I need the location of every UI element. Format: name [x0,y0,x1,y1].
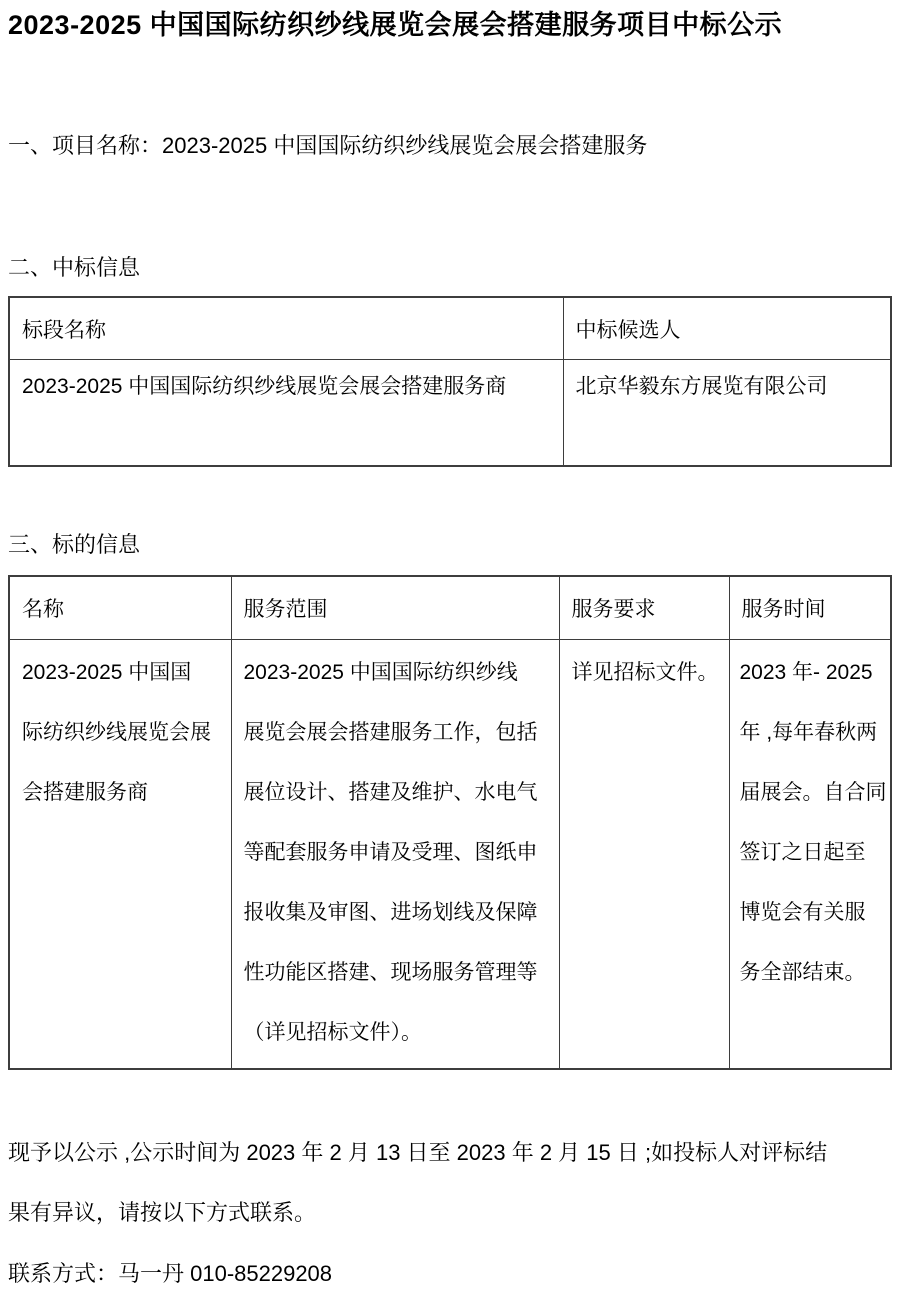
bid-table-cell-winner: 北京华毅东方展览有限公司 [563,360,891,467]
bid-info-table [8,296,892,467]
subject-table-cell-scope [231,640,559,1070]
subject-table-cell-requirement [559,640,729,1070]
subject-table-header-requirement: 服务要求 [559,576,729,640]
bid-table-data-row [9,360,891,467]
scope-line: 等配套服务申请及受理、图纸申 [243,841,538,864]
requirement-line: 详见招标文件。 [571,661,719,684]
bid-table-header-winner: 中标候选人 [563,297,891,360]
time-line: 2023 年- 2025 [739,661,873,684]
section-heading-project-name: 一、项目名称：2023-2025 中国国际纺织纱线展览会展会搭建服务 [8,133,648,158]
bid-table-cell-section-name: 2023-2025 中国国际纺织纱线展览会展会搭建服务商 [9,360,563,467]
name-line: 际纺织纱线展览会展 [22,721,211,744]
name-line: 会搭建服务商 [22,781,148,804]
subject-info-table [8,575,892,1070]
scope-line: 2023-2025 中国国际纺织纱线 [243,661,518,684]
bid-table-header-section-name: 标段名称 [9,297,563,360]
notice-line: 现予以公示 ,公示时间为 2023 年 2 月 13 日至 2023 年 2 月 15 日 ;如投标人对评标结 [8,1140,828,1165]
scope-line: 性功能区搭建、现场服务管理等 [243,961,538,984]
contact-info-line: 联系方式：马一丹 010-85229208 [8,1261,333,1286]
section-heading-subject-info: 三、标的信息 [8,532,141,557]
name-line: 2023-2025 中国国 [22,661,192,684]
page-title: 2023-2025 中国国际纺织纱线展览会展会搭建服务项目中标公示 [8,10,783,40]
time-line: 届展会。自合同 [739,781,887,804]
time-line: 博览会有关服 [739,901,866,924]
scope-line: （详见招标文件）。 [243,1021,422,1044]
bid-table-header-row [9,297,891,360]
subject-table-data-row [9,640,891,1070]
time-line: 年 ,每年春秋两 [739,721,878,744]
notice-line: 果有异议，请按以下方式联系。 [8,1200,317,1225]
scope-line: 展位设计、搭建及维护、水电气 [243,781,538,804]
subject-table-header-scope: 服务范围 [231,576,559,640]
public-notice-paragraph [8,1123,827,1243]
subject-table-header-time: 服务时间 [729,576,891,640]
scope-line: 展览会展会搭建服务工作，包括 [243,721,538,744]
subject-table-cell-name [9,640,231,1070]
subject-table-header-name: 名称 [9,576,231,640]
scope-line: 报收集及审图、进场划线及保障 [243,901,538,924]
subject-table-cell-time [729,640,891,1070]
time-line: 签订之日起至 [739,841,866,864]
time-line: 务全部结束。 [739,961,866,984]
subject-table-header-row [9,576,891,640]
section-heading-bid-info: 二、中标信息 [8,255,141,280]
